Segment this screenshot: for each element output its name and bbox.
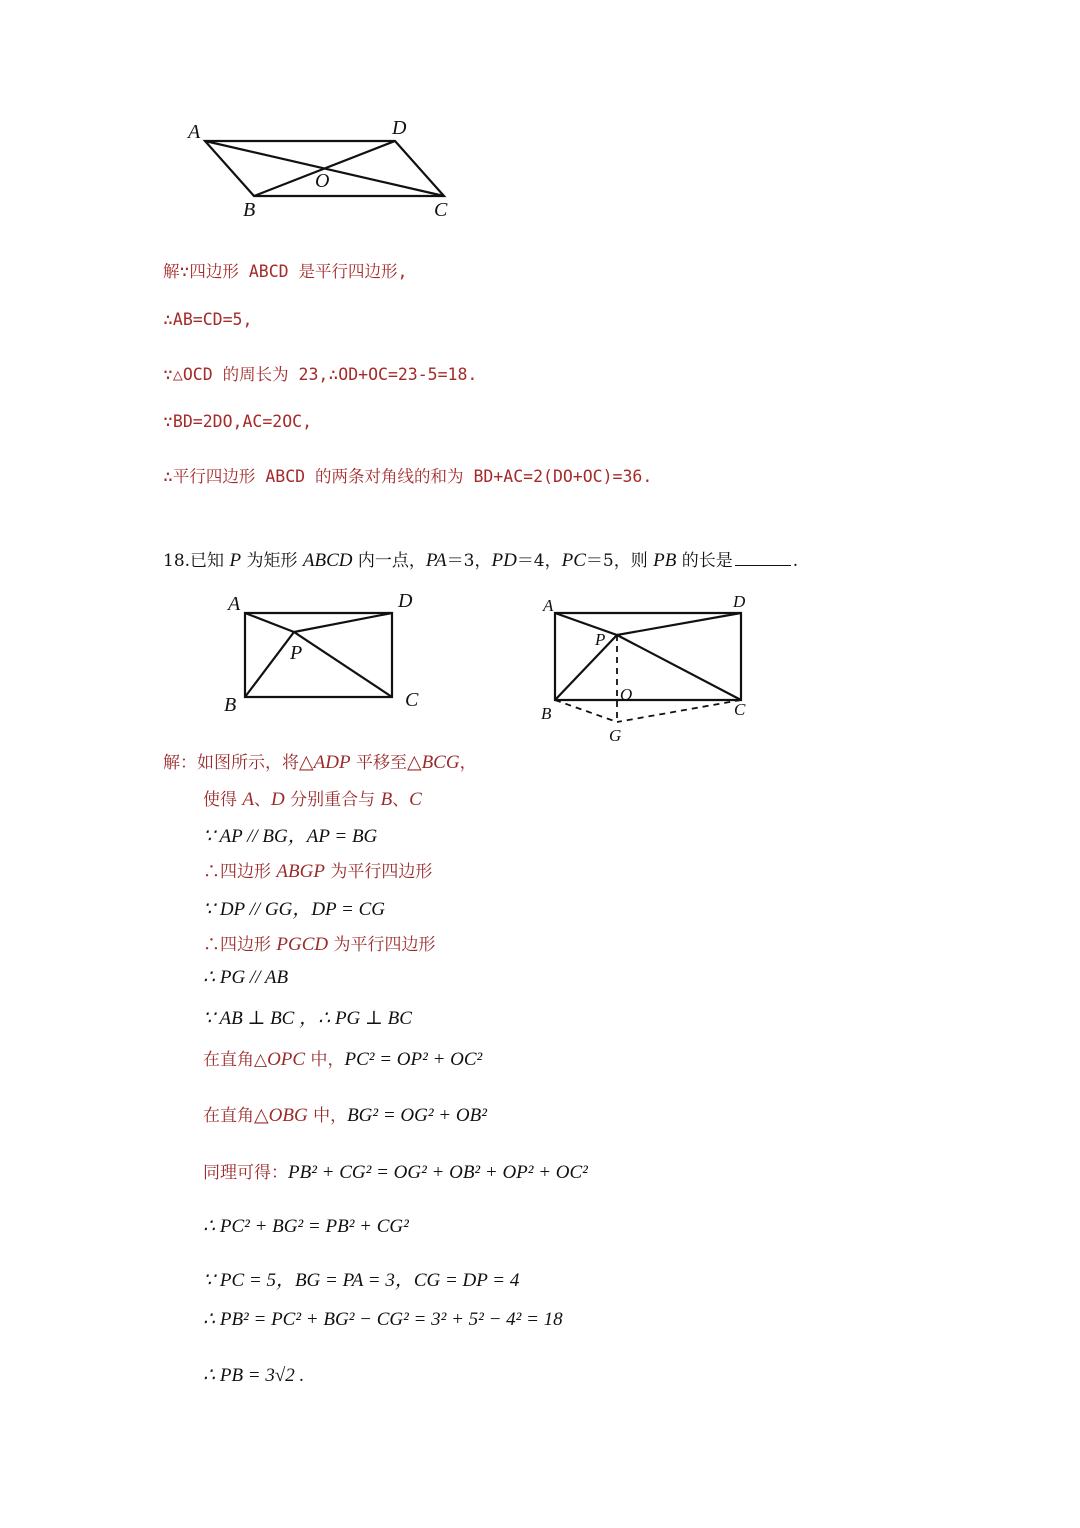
solution-text: ， bbox=[459, 753, 477, 773]
label-g: G bbox=[609, 726, 622, 745]
label-c: C bbox=[734, 700, 746, 719]
solution2-line-12: ∴ PC² + BG² = PB² + CG² bbox=[203, 1216, 409, 1237]
segment-pd bbox=[617, 613, 741, 635]
solution-text: 同理可得： bbox=[203, 1163, 288, 1183]
problem-var: PB bbox=[653, 550, 677, 571]
label-b: B bbox=[541, 704, 552, 723]
solution2-line-11 bbox=[203, 1158, 588, 1184]
label-p: P bbox=[595, 630, 606, 649]
problem-var: PA bbox=[425, 550, 447, 571]
solution1-line-1: 解∵四边形 ABCD 是平行四边形, bbox=[163, 262, 408, 281]
solution2-line-15: ∴ PB = 3√2 . bbox=[203, 1365, 305, 1386]
problem-var: PD bbox=[491, 550, 517, 571]
label-a: A bbox=[543, 596, 554, 615]
label-b: B bbox=[224, 694, 237, 716]
problem-text: 为矩形 bbox=[241, 551, 303, 571]
segment-pa bbox=[555, 613, 617, 635]
label-d: D bbox=[733, 592, 746, 611]
solution-math: OPC bbox=[267, 1049, 306, 1070]
problem-text: 内一点， bbox=[352, 551, 426, 571]
solution2-line-6 bbox=[203, 930, 436, 956]
problem-18-statement bbox=[163, 546, 798, 572]
solution1-line-4: ∵BD=2DO,AC=2OC, bbox=[163, 412, 313, 431]
solution-math: B bbox=[380, 789, 393, 810]
solution-text: 、 bbox=[392, 790, 410, 810]
label-a: A bbox=[188, 121, 201, 143]
solution-text: 使得 bbox=[203, 790, 243, 810]
problem-var: ABCD bbox=[302, 550, 353, 571]
segment-cg bbox=[617, 700, 741, 722]
label-d: D bbox=[398, 590, 413, 612]
problem-text: 的长是 bbox=[676, 551, 733, 571]
solution-text: 在直角 bbox=[203, 1106, 254, 1126]
segment-pc bbox=[617, 635, 741, 700]
solution-text: ∴四边形 bbox=[203, 935, 277, 955]
solution-math: PC² = OP² + OC² bbox=[344, 1049, 483, 1070]
problem-text: ＝3， bbox=[446, 551, 492, 571]
label-a: A bbox=[228, 593, 241, 615]
solution-math: BG² = OG² + OB² bbox=[347, 1105, 487, 1126]
segment-pb bbox=[555, 635, 617, 700]
solution-math: PB² + CG² = OG² + OB² + OP² + OC² bbox=[288, 1162, 588, 1183]
segment-bg bbox=[555, 700, 617, 722]
label-o: O bbox=[620, 685, 633, 704]
label-p: P bbox=[290, 642, 303, 664]
solution-math: PGCD bbox=[276, 934, 329, 955]
figure-translation bbox=[0, 580, 800, 750]
solution-text: 分别重合与 bbox=[284, 790, 381, 810]
problem-text: . bbox=[792, 551, 799, 571]
figure-parallelogram bbox=[0, 0, 1080, 240]
solution-math: △ADP bbox=[299, 752, 351, 773]
label-o: O bbox=[315, 170, 330, 192]
solution1-line-5: ∴平行四边形 ABCD 的两条对角线的和为 BD+AC=2(DO+OC)=36. bbox=[163, 467, 653, 486]
label-c: C bbox=[405, 689, 419, 711]
solution-text: ∴四边形 bbox=[203, 862, 277, 882]
solution-text: 中， bbox=[305, 1050, 345, 1070]
solution2-line-4 bbox=[203, 857, 432, 883]
label-d: D bbox=[392, 117, 407, 139]
solution-text: 平移至 bbox=[350, 753, 407, 773]
label-b: B bbox=[243, 199, 256, 221]
solution-text: 在直角△ bbox=[203, 1050, 268, 1070]
solution2-line-14: ∴ PB² = PC² + BG² − CG² = 3² + 5² − 4² = 18 bbox=[203, 1309, 563, 1330]
solution-text: 为平行四边形 bbox=[324, 862, 433, 882]
solution-math: A bbox=[242, 789, 255, 810]
rectangle-outline bbox=[555, 613, 741, 700]
solution-math: △OBG bbox=[254, 1105, 308, 1126]
solution2-line-3: ∵ AP // BG，AP = BG bbox=[203, 826, 378, 847]
label-c: C bbox=[434, 199, 448, 221]
solution2-line-13: ∵ PC = 5，BG = PA = 3，CG = DP = 4 bbox=[203, 1270, 520, 1291]
solution-text: 为平行四边形 bbox=[328, 935, 436, 955]
problem-number: 18. bbox=[163, 551, 191, 571]
answer-blank[interactable] bbox=[735, 551, 791, 566]
solution2-line-8: ∵ AB ⊥ BC ，∴ PG ⊥ BC bbox=[203, 1008, 412, 1029]
solution2-line-9 bbox=[203, 1045, 482, 1071]
solution-math: △BCG bbox=[406, 752, 460, 773]
solution1-line-2: ∴AB=CD=5, bbox=[163, 310, 253, 329]
solution-math: C bbox=[409, 789, 422, 810]
solution-text: 、 bbox=[254, 790, 272, 810]
problem-var: PC bbox=[561, 550, 586, 571]
solution-math: ABGP bbox=[276, 861, 325, 882]
solution-text: 中， bbox=[307, 1106, 348, 1126]
problem-text: ＝5，则 bbox=[585, 551, 654, 571]
problem-var: P bbox=[229, 550, 242, 571]
solution-text: 解：如图所示，将 bbox=[163, 753, 299, 773]
solution2-line-10 bbox=[203, 1101, 487, 1127]
solution-math: D bbox=[271, 789, 285, 810]
solution1-line-3: ∵△OCD 的周长为 23,∴OD+OC=23-5=18. bbox=[163, 365, 478, 384]
solution2-intro bbox=[163, 748, 477, 774]
problem-text: ＝4， bbox=[516, 551, 562, 571]
solution2-line-2 bbox=[203, 785, 422, 811]
problem-text: 已知 bbox=[190, 551, 230, 571]
solution2-line-5: ∵ DP // GG，DP = CG bbox=[203, 899, 386, 920]
solution2-line-7: ∴ PG // AB bbox=[203, 967, 289, 988]
